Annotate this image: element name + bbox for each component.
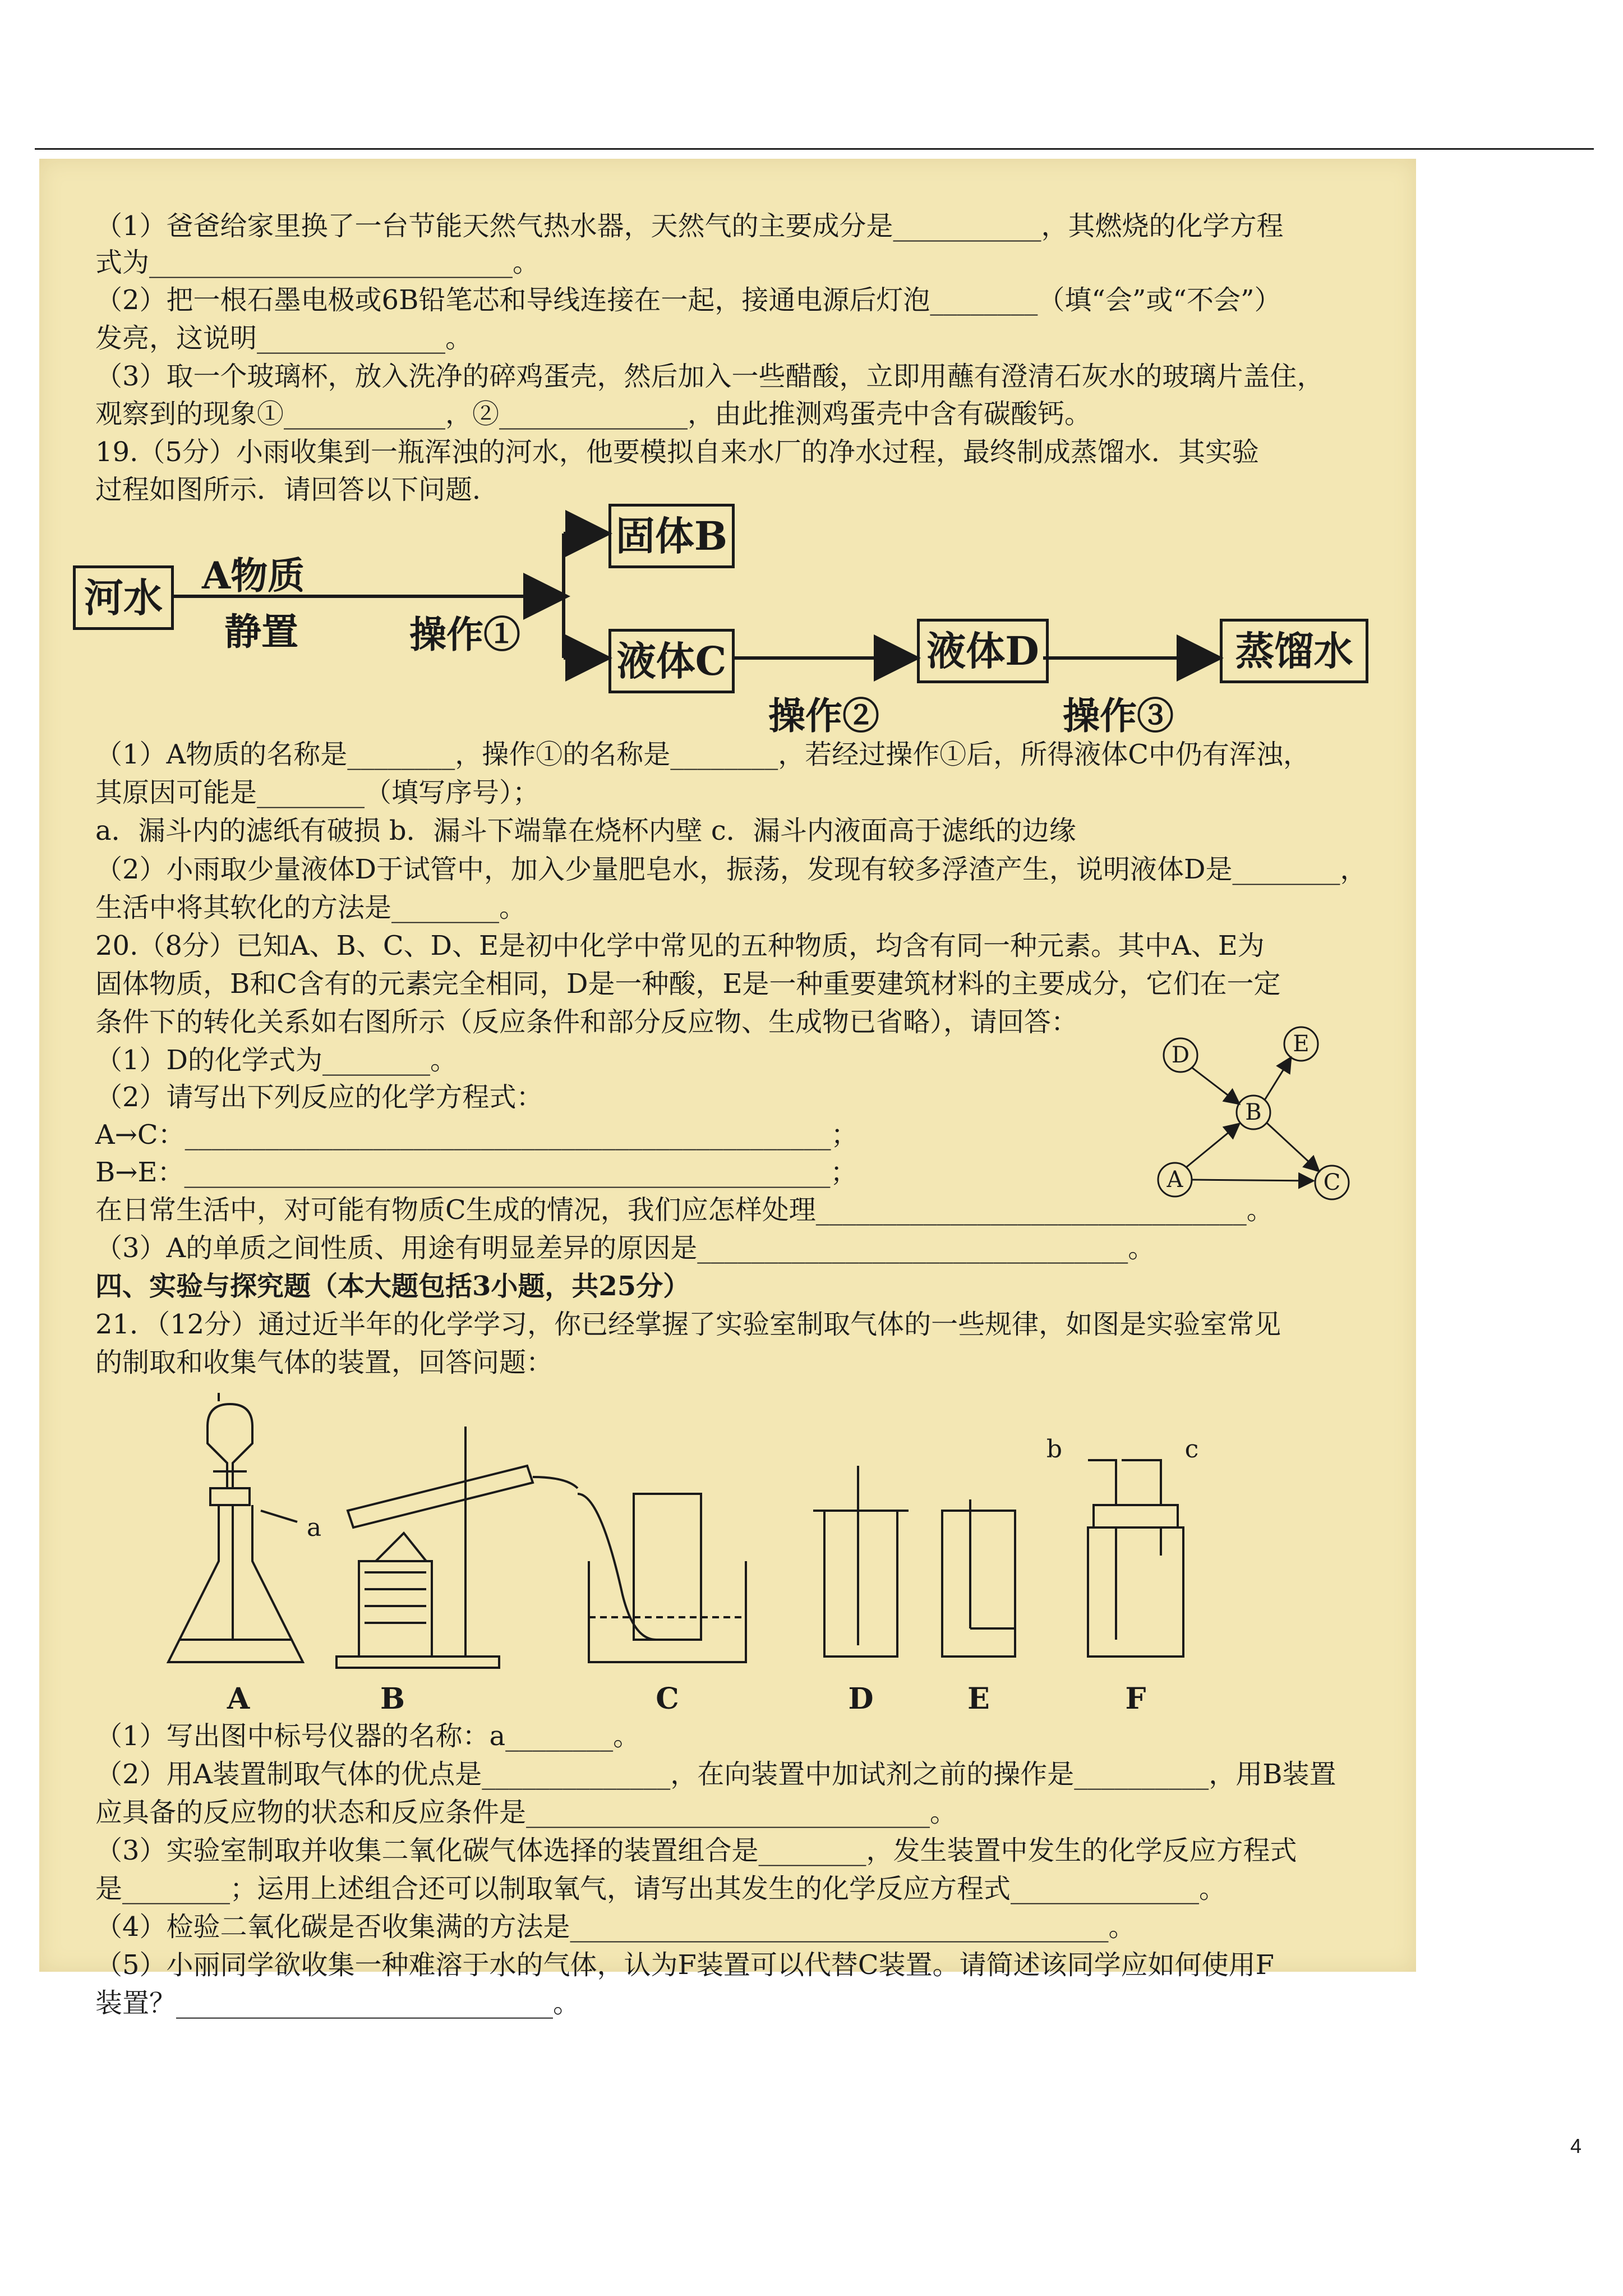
q19-part2-line1: （2）小雨取少量液体D于试管中，加入少量肥皂水，振荡，发现有较多浮渣产生，说明液体D是________，: [95, 854, 1367, 885]
box-liquid-c: 液体C: [608, 629, 735, 693]
q20-intro-line3: 条件下的转化关系如右图所示（反应条件和部分反应物、生成物已省略），请回答：: [95, 1006, 1078, 1038]
box-solid-b: 固体B: [608, 504, 735, 568]
q21-part2-line2: 应具备的反应物的状态和反应条件是______________________________。: [95, 1797, 957, 1828]
node-a: A: [1166, 1167, 1183, 1193]
q19-intro-line1: 19.（5分）小雨收集到一瓶浑浊的河水，他要模拟自来水厂的净水过程，最终制成蒸馏水．其实验: [95, 436, 1259, 468]
box-river-water: 河水: [73, 565, 174, 630]
q20-part1: （1）D的化学式为________。: [95, 1045, 458, 1076]
apparatus-label-d: D: [848, 1682, 874, 1716]
q20-reaction-b-to-e: B→E：________________________________________________；: [95, 1157, 857, 1188]
node-e: E: [1293, 1031, 1310, 1057]
label-operation-2: 操作②: [768, 694, 879, 738]
q18-part2-line2: 发亮，这说明______________。: [95, 323, 473, 354]
header-rule: [35, 148, 1594, 150]
label-a-substance: A物质: [202, 554, 305, 597]
q19-part1-options: a．漏斗内的滤纸有破损 b．漏斗下端靠在烧杯内壁 c．漏斗内液面高于滤纸的边缘: [95, 815, 1076, 846]
node-b: B: [1245, 1099, 1262, 1125]
section-4-title: 四、实验与探究题（本大题包括3小题，共25分）: [95, 1271, 690, 1302]
q18-part3-line1: （3）取一个玻璃杯，放入洗净的碎鸡蛋壳，然后加入一些醋酸，立即用蘸有澄清石灰水的玻璃片盖住，: [95, 361, 1324, 392]
q21-part2-line1: （2）用A装置制取气体的优点是______________，在向装置中加试剂之前的操作是__________，用B装置: [95, 1759, 1336, 1790]
label-c-port: c: [1184, 1435, 1199, 1464]
q20-part2: （2）请写出下列反应的化学方程式：: [95, 1082, 543, 1113]
q21-intro-line2: 的制取和收集气体的装置，回答问题：: [95, 1347, 554, 1378]
q19-part2-line2: 生活中将其软化的方法是________。: [95, 892, 527, 923]
label-b-port: b: [1046, 1435, 1063, 1464]
apparatus-label-b: B: [380, 1682, 405, 1716]
label-settle: 静置: [224, 610, 298, 654]
page-number: 4: [1570, 2134, 1582, 2157]
q21-intro-line1: 21．（12分）通过近半年的化学学习，你已经掌握了实验室制取气体的一些规律，如图是实验室常见: [95, 1309, 1281, 1340]
q21-part3-line2: 是________；运用上述组合还可以制取氧气，请写出其发生的化学反应方程式______________。: [95, 1873, 1227, 1904]
q21-part1: （1）写出图中标号仪器的名称：a________。: [95, 1720, 640, 1752]
apparatus-label-a: A: [227, 1682, 250, 1716]
apparatus-label-e: E: [967, 1682, 990, 1716]
box-distilled-water: 蒸馏水: [1220, 619, 1368, 683]
q18-part3-line2: 观察到的现象①____________，②______________，由此推测鸡蛋壳中含有碳酸钙。: [95, 398, 1092, 430]
q19-part1-line2: 其原因可能是________（填写序号）；: [95, 777, 540, 808]
apparatus-label-f: F: [1125, 1682, 1146, 1716]
label-operation-3: 操作③: [1063, 694, 1174, 738]
apparatus-label-c: C: [656, 1682, 679, 1716]
q20-reaction-a-to-c: A→C：________________________________________________；: [95, 1119, 858, 1151]
q20-intro-line1: 20.（8分）已知A、B、C、D、E是初中化学中常见的五种物质，均含有同一种元素。其中A、E为: [95, 930, 1265, 961]
q20-part3: （3）A的单质之间性质、用途有明显差异的原因是________________________________。: [95, 1232, 1155, 1264]
node-c: C: [1323, 1170, 1341, 1195]
node-d: D: [1171, 1042, 1190, 1068]
q18-part1-line1: （1）爸爸给家里换了一台节能天然气热水器，天然气的主要成分是___________，其燃烧的化学方程: [95, 210, 1284, 242]
q19-intro-line2: 过程如图所示．请回答以下问题．: [95, 474, 500, 505]
q21-part4: （4）检验二氧化碳是否收集满的方法是________________________________________。: [95, 1911, 1136, 1943]
q21-part5-line2: 装置？____________________________。: [95, 1987, 580, 2019]
label-operation-1: 操作①: [409, 613, 520, 656]
q19-part1-line1: （1）A物质的名称是________，操作①的名称是________，若经过操作①后，所得液体C中仍有浑浊，: [95, 739, 1310, 770]
box-liquid-d: 液体D: [917, 619, 1049, 683]
apparatus-drawings: [39, 1393, 1416, 1707]
q21-part5-line1: （5）小丽同学欲收集一种难溶于水的气体，认为F装置可以代替C装置。请简述该同学应如何使用F: [95, 1949, 1274, 1981]
q20-part2-daily-life: 在日常生活中，对可能有物质C生成的情况，我们应怎样处理________________________________。: [95, 1194, 1274, 1226]
q18-part1-line2: 式为___________________________。: [95, 247, 540, 278]
scanned-exam-page: [39, 159, 1416, 2019]
label-a-instrument: a: [306, 1513, 322, 1542]
q21-part3-line1: （3）实验室制取并收集二氧化碳气体选择的装置组合是________，发生装置中发生的化学反应方程式: [95, 1835, 1297, 1866]
q18-part2-line1: （2）把一根石墨电极或6B铅笔芯和导线连接在一起，接通电源后灯泡________（填“会”或“不会”）: [95, 284, 1281, 316]
q20-intro-line2: 固体物质，B和C含有的元素完全相同，D是一种酸，E是一种重要建筑材料的主要成分，它们在一定: [95, 968, 1281, 1000]
